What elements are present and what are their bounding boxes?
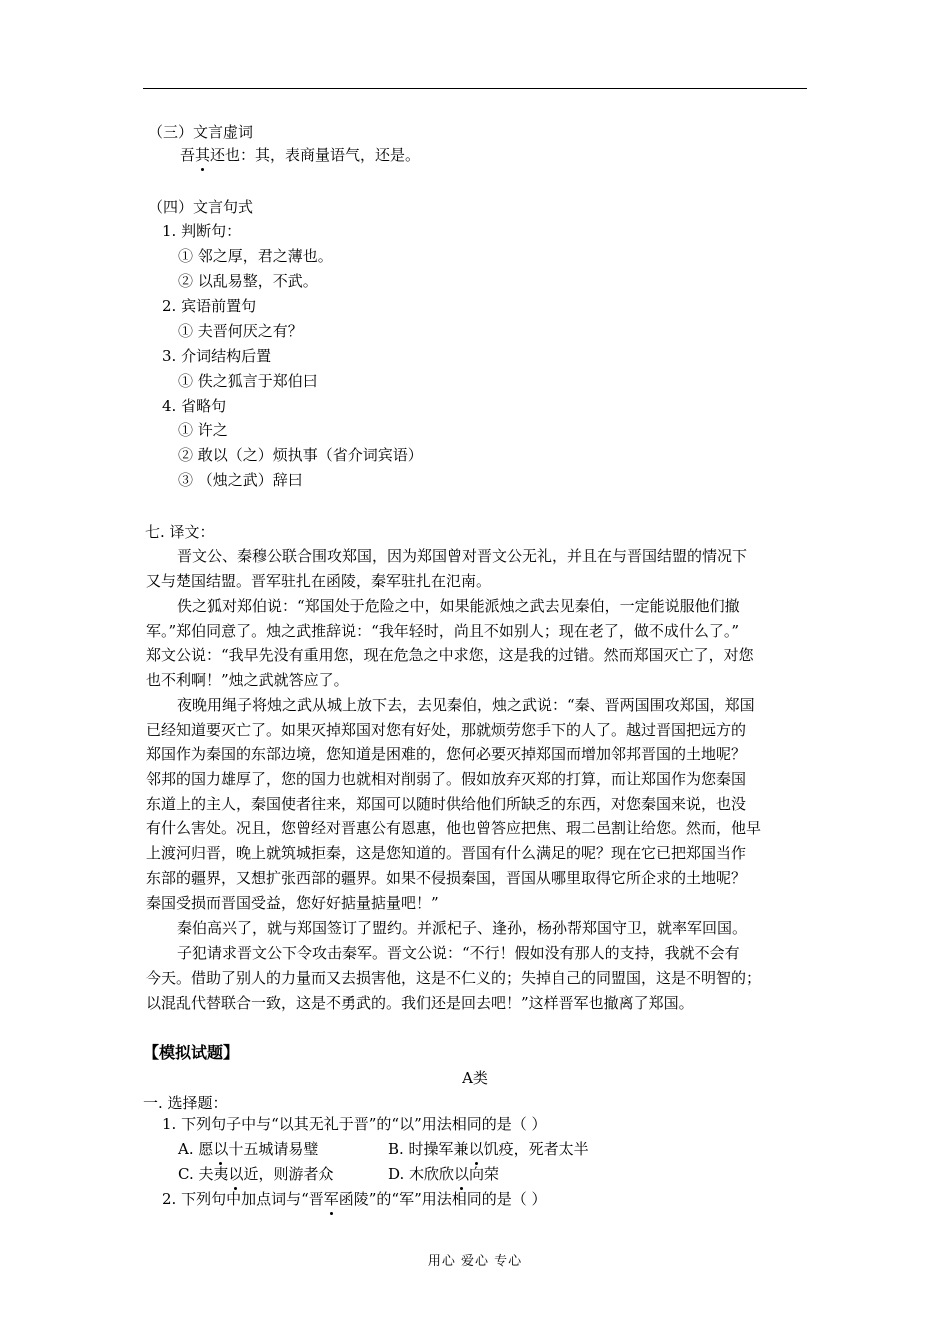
translation-line: 秦国受损而晋国受益，您好好掂量掂量吧！”	[146, 894, 439, 912]
question-1: 1. 下列句子中与“以其无礼于晋”的“以”用法相同的是（ ）	[162, 1115, 547, 1133]
translation-line: 上渡河归晋，晚上就筑城拒秦，这是您知道的。晋国有什么满足的呢？现在它已把郑国当作	[146, 844, 747, 862]
translation-line: 军。”郑伯同意了。烛之武推辞说：“我年轻时，尚且不如别人；现在老了，做不成什么了。”	[146, 622, 740, 640]
class-label: A类	[462, 1069, 488, 1087]
translation-line: 已经知道要灭亡了。如果灭掉郑国对您有好处，那就烦劳您手下的人了。越过晋国把远方的	[146, 721, 747, 739]
s4-item-2-sub-1: ① 夫晋何厌之有？	[178, 322, 303, 340]
section-3-title: （三）文言虚词	[148, 123, 254, 141]
section-4-title: （四）文言句式	[148, 198, 254, 216]
page-footer: 用心 爱心 专心	[427, 1254, 523, 1269]
translation-line: 子犯请求晋文公下令攻击秦军。晋文公说：“不行！假如没有那人的支持，我就不会有	[177, 944, 740, 962]
translation-line: 东道上的主人，秦国使者往来，郑国可以随时供给他们所缺乏的东西，对您秦国来说，也没	[146, 795, 747, 813]
translation-line: 东部的疆界，又想扩张西部的疆界。如果不侵损秦国，晋国从哪里取得它所企求的土地呢？	[146, 869, 747, 887]
s4-item-2: 2. 宾语前置句	[162, 297, 257, 315]
mock-exam-heading: 【模拟试题】	[143, 1043, 240, 1062]
translation-line: 秦伯高兴了，就与郑国签订了盟约。并派杞子、逢孙，杨孙帮郑国守卫，就率军回国。	[177, 919, 748, 937]
translation-line: 有什么害处。况且，您曾经对晋惠公有恩惠，他也曾答应把焦、瑕二邑割让给您。然而，他早	[146, 819, 762, 837]
s4-item-1: 1. 判断句：	[162, 222, 242, 240]
s4-item-4-sub-1: ① 许之	[178, 421, 228, 439]
header-rule	[143, 88, 807, 89]
emphasis-dot-char: 军	[323, 1190, 339, 1208]
question-2: 2. 下列句中加点词与“晋军函陵”的“军”用法相同的是（ ）	[162, 1190, 547, 1208]
emphasis-dot-char: 以	[228, 1165, 244, 1183]
s4-item-4-sub-2: ② 敢以（之）烦执事（省介词宾语）	[178, 446, 423, 464]
s4-item-3: 3. 介词结构后置	[162, 347, 272, 365]
s4-item-4-sub-3: ③ （烛之武）辞曰	[178, 471, 303, 489]
option-a: A. 愿以十五城请易璧	[178, 1140, 319, 1158]
option-c: C. 夫夷以近，则游者众	[178, 1165, 334, 1183]
translation-line: 邻邦的国力雄厚了，您的国力也就相对削弱了。假如放弃灭郑的打算，而让郑国作为您秦国	[146, 770, 747, 788]
s4-item-1-sub-2: ② 以乱易整，不武。	[178, 272, 318, 290]
section-7-title: 七. 译文：	[145, 523, 215, 541]
option-d: D. 木欣欣以向荣	[388, 1165, 500, 1183]
translation-line: 郑文公说：“我早先没有重用您，现在危急之中求您，这是我的过错。然而郑国灭亡了，对您	[146, 646, 754, 664]
emphasis-dot-char: 以	[454, 1165, 470, 1183]
emphasis-dot-char: 以	[468, 1140, 484, 1158]
emphasis-dot-char: 其	[195, 146, 211, 164]
translation-line: 郑国作为秦国的东部边境，您知道是困难的，您何必要灭掉郑国而增加邻邦晋国的土地呢？	[146, 745, 747, 763]
option-b: B. 时操军兼以饥疫，死者太半	[388, 1140, 589, 1158]
s4-item-4: 4. 省略句	[162, 397, 227, 415]
translation-line: 以混乱代替联合一致，这是不勇武的。我们还是回去吧！”这样晋军也撤离了郑国。	[146, 994, 694, 1012]
translation-line: 晋文公、秦穆公联合围攻郑国，因为郑国曾对晋文公无礼，并且在与晋国结盟的情况下	[177, 547, 748, 565]
translation-line: 也不利啊！”烛之武就答应了。	[146, 671, 349, 689]
translation-line: 又与楚国结盟。晋军驻扎在函陵，秦军驻扎在氾南。	[146, 572, 492, 590]
s4-item-3-sub-1: ① 佚之狐言于郑伯曰	[178, 372, 318, 390]
translation-line: 今天。借助了别人的力量而又去损害他，这是不仁义的；失掉自己的同盟国，这是不明智的；	[146, 969, 762, 987]
s4-item-1-sub-1: ① 邻之厚，君之薄也。	[178, 247, 333, 265]
translation-line: 夜晚用绳子将烛之武从城上放下去，去见秦伯，烛之武说：“秦、晋两国围攻郑国，郑国	[177, 696, 755, 714]
section-3-line: 吾其还也：其，表商量语气，还是。	[180, 146, 421, 164]
emphasis-dot-char: 以	[213, 1140, 229, 1158]
part-1-title: 一. 选择题：	[143, 1094, 228, 1112]
translation-line: 佚之狐对郑伯说：“郑国处于危险之中，如果能派烛之武去见秦伯，一定能说服他们撤	[177, 597, 740, 615]
